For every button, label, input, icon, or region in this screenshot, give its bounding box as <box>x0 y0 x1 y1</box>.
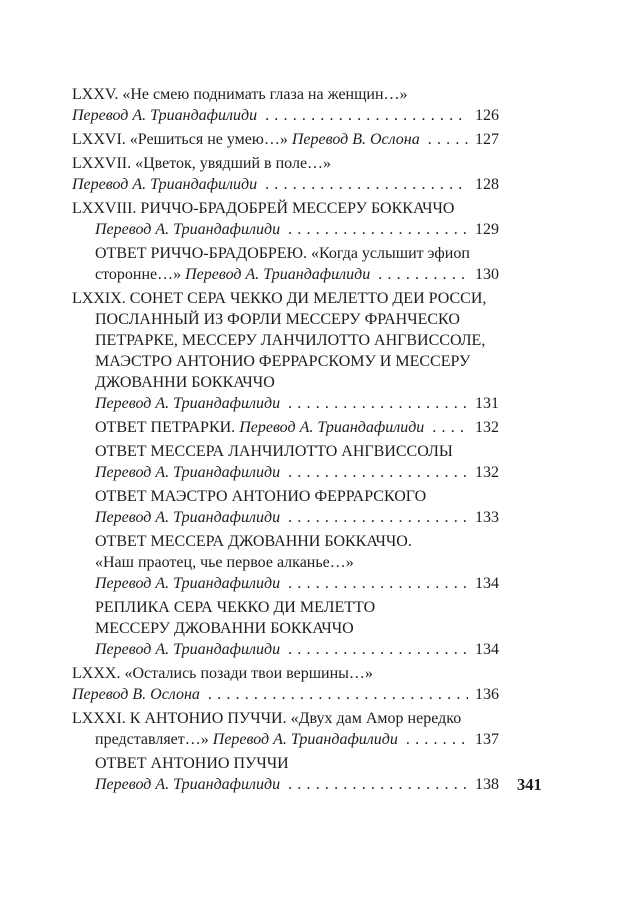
toc-entry <box>72 84 499 126</box>
toc-line-text: Перевод А. Триандафилиди <box>95 641 281 658</box>
dot-leader <box>288 573 468 594</box>
toc-entry <box>72 153 499 195</box>
toc-page-number: 128 <box>475 176 499 193</box>
toc-entry <box>72 441 499 483</box>
toc-page-number: 132 <box>475 464 499 481</box>
toc-line-text: LXXXI. К АНТОНИО ПУЧЧИ. «Двух дам Амор нередко <box>72 710 462 727</box>
dot-leader <box>288 219 468 240</box>
dot-leader <box>432 417 468 438</box>
toc-line-text: ОТВЕТ МЕССЕРА ДЖОВАННИ БОККАЧЧО. <box>95 533 412 550</box>
toc-line <box>72 129 499 150</box>
toc-line <box>72 774 499 795</box>
toc-line <box>72 105 499 126</box>
toc-line-text: ОТВЕТ МЕССЕРА ЛАНЧИЛОТТО АНГВИССОЛЫ <box>95 443 453 460</box>
toc-line-text: Перевод А. Триандафилиди <box>95 776 281 793</box>
toc-entry <box>72 486 499 528</box>
toc-line <box>72 417 499 438</box>
toc-line <box>72 441 499 462</box>
toc-line <box>72 486 499 507</box>
toc-line <box>72 663 499 684</box>
toc-line <box>72 753 499 774</box>
toc-line <box>72 597 499 618</box>
toc-entry <box>72 417 499 438</box>
toc-line <box>72 309 499 330</box>
toc-entry <box>72 663 499 705</box>
toc-line-text: Перевод А. Триандафилиди <box>95 395 281 412</box>
toc-line-text: Перевод А. Триандафилиди <box>72 107 258 124</box>
toc-page-number: 131 <box>475 395 499 412</box>
toc-page-number: 138 <box>475 776 499 793</box>
dot-leader <box>288 507 468 528</box>
toc-line <box>72 372 499 393</box>
toc-line-text: «Наш праотец, чье первое алканье…» <box>95 554 354 571</box>
toc-line <box>72 288 499 309</box>
toc-line-text: LXXX. «Остались позади твои вершины…» <box>72 665 373 682</box>
dot-leader <box>288 462 468 483</box>
toc-line <box>72 84 499 105</box>
toc-entry <box>72 531 499 594</box>
dot-leader <box>265 105 468 126</box>
toc-line-text: сторонне…» Перевод А. Триандафилиди <box>95 266 371 283</box>
toc-entry <box>72 288 499 414</box>
toc-entry <box>72 129 499 150</box>
dot-leader <box>378 264 468 285</box>
toc-line <box>72 684 499 705</box>
toc-line <box>72 708 499 729</box>
toc-line-text: LXXVII. «Цветок, увядший в поле…» <box>72 155 332 172</box>
dot-leader <box>288 393 468 414</box>
toc-line <box>72 462 499 483</box>
toc-line-text: ОТВЕТ АНТОНИО ПУЧЧИ <box>95 755 289 772</box>
dot-leader <box>406 729 468 750</box>
toc-line-text: ОТВЕТ МАЭСТРО АНТОНИО ФЕРРАРСКОГО <box>95 488 427 505</box>
toc-line <box>72 351 499 372</box>
toc-page-number: 136 <box>475 686 499 703</box>
toc-line-text: ДЖОВАННИ БОККАЧЧО <box>95 374 275 391</box>
toc-line-text: МЕССЕРУ ДЖОВАННИ БОККАЧЧО <box>95 620 354 637</box>
toc-line-text: РЕПЛИКА СЕРА ЧЕККО ДИ МЕЛЕТТО <box>95 599 376 616</box>
toc-line-text: ОТВЕТ РИЧЧО-БРАДОБРЕЮ. «Когда услышит эфиоп <box>95 245 470 262</box>
toc-line-text: МАЭСТРО АНТОНИО ФЕРРАРСКОМУ И МЕССЕРУ <box>95 353 471 370</box>
toc-line <box>72 573 499 594</box>
toc-line-text: Перевод А. Триандафилиди <box>95 509 281 526</box>
toc-line <box>72 264 499 285</box>
toc-line <box>72 639 499 660</box>
toc-line-text: ПЕТРАРКЕ, МЕССЕРУ ЛАНЧИЛОТТО АНГВИССОЛЕ, <box>95 332 486 349</box>
toc-line-text: Перевод А. Триандафилиди <box>95 221 281 238</box>
toc-entry <box>72 708 499 750</box>
toc-line-text: Перевод А. Триандафилиди <box>95 464 281 481</box>
toc-entry <box>72 198 499 240</box>
toc-page-number: 126 <box>475 107 499 124</box>
toc-line <box>72 330 499 351</box>
dot-leader <box>428 129 468 150</box>
toc-line-text: LXXV. «Не смею поднимать глаза на женщин…» <box>72 86 408 103</box>
toc-page-number: 129 <box>475 221 499 238</box>
dot-leader <box>288 639 468 660</box>
toc-line <box>72 729 499 750</box>
toc-line <box>72 531 499 552</box>
dot-leader <box>265 174 468 195</box>
toc-line-text: ПОСЛАННЫЙ ИЗ ФОРЛИ МЕССЕРУ ФРАНЧЕСКО <box>95 311 460 328</box>
toc-line <box>72 552 499 573</box>
toc-line <box>72 618 499 639</box>
toc-page-number: 137 <box>475 731 499 748</box>
table-of-contents <box>72 84 499 798</box>
toc-page-number: 134 <box>475 575 499 592</box>
toc-line-text: представляет…» Перевод А. Триандафилиди <box>95 731 398 748</box>
toc-page-number: 132 <box>475 419 499 436</box>
toc-line <box>72 153 499 174</box>
toc-line-text: ОТВЕТ ПЕТРАРКИ. Перевод А. Триандафилиди <box>95 419 425 436</box>
toc-page-number: 133 <box>475 509 499 526</box>
toc-line-text: LXXVIII. РИЧЧО-БРАДОБРЕЙ МЕССЕРУ БОККАЧЧО <box>72 200 455 217</box>
toc-line <box>72 198 499 219</box>
page-folio: 341 <box>517 775 542 794</box>
toc-line-text: Перевод В. Ослона <box>72 686 200 703</box>
dot-leader <box>288 774 468 795</box>
toc-entry <box>72 243 499 285</box>
toc-entry <box>72 753 499 795</box>
toc-page-number: 134 <box>475 641 499 658</box>
toc-entry <box>72 597 499 660</box>
toc-line-text: Перевод А. Триандафилиди <box>72 176 258 193</box>
toc-line-text: LXXVI. «Решиться не умею…» Перевод В. Ослона <box>72 131 420 148</box>
toc-line <box>72 393 499 414</box>
toc-page-number: 130 <box>475 266 499 283</box>
dot-leader <box>208 684 468 705</box>
toc-line-text: Перевод А. Триандафилиди <box>95 575 281 592</box>
toc-line <box>72 219 499 240</box>
toc-line <box>72 174 499 195</box>
toc-page-number: 127 <box>475 131 499 148</box>
toc-line <box>72 507 499 528</box>
toc-line-text: LXXIX. СОНЕТ СЕРА ЧЕККО ДИ МЕЛЕТТО ДЕИ РОССИ, <box>72 290 487 307</box>
toc-line <box>72 243 499 264</box>
